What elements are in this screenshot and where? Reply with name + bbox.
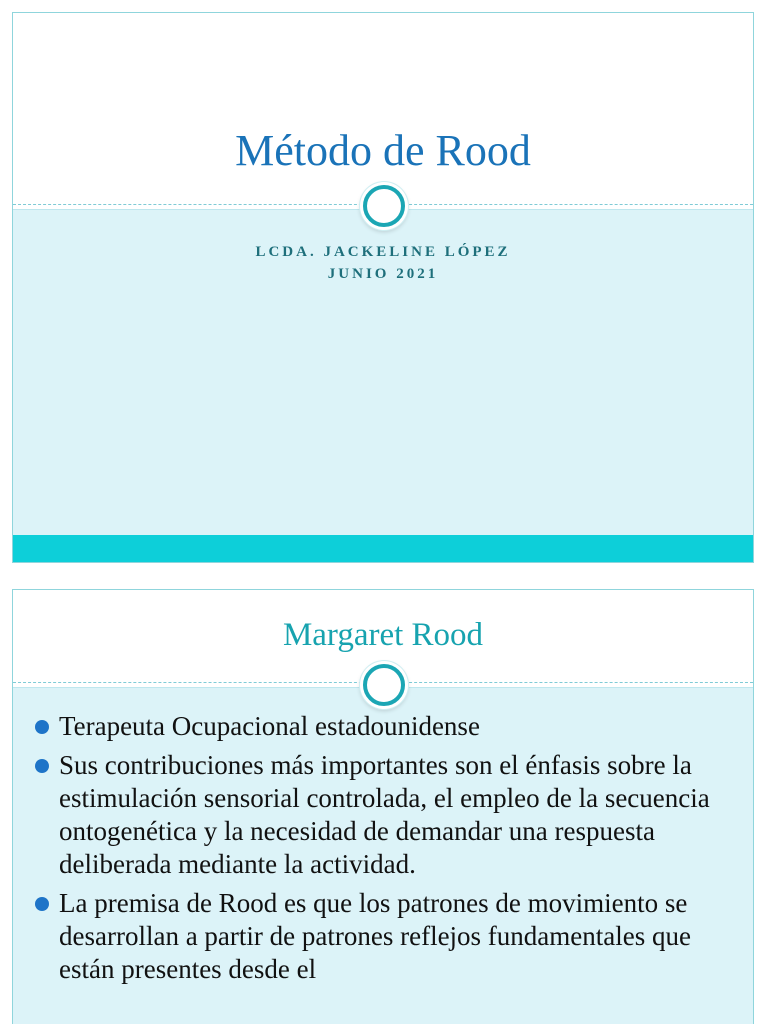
list-item bbox=[35, 887, 735, 986]
author-line: LCDA. JACKELINE LÓPEZ bbox=[255, 244, 511, 260]
slide-heading: Margaret Rood bbox=[282, 617, 484, 653]
slide-footer-bar bbox=[13, 535, 753, 562]
list-item bbox=[35, 749, 735, 881]
slide-subtitle bbox=[13, 241, 753, 285]
slide-title bbox=[12, 12, 754, 563]
slide-margaret-rood bbox=[12, 589, 754, 1024]
bullet-dot-icon bbox=[35, 720, 49, 734]
circle-ornament-icon bbox=[363, 185, 405, 227]
slide-title-heading: Método de Rood bbox=[235, 126, 531, 175]
bullet-dot-icon bbox=[35, 759, 49, 773]
bullet-dot-icon bbox=[35, 897, 49, 911]
bullet-text: La premisa de Rood es que los patrones de movimiento se desarrollan a partir de patrones reflejos fundamentales que están presentes desde el bbox=[59, 888, 691, 984]
bullet-text: Sus contribuciones más importantes son el énfasis sobre la estimulación sensorial controlada, el empleo de la secuencia ontogenética y la necesidad de demandar una respuesta deliberada mediante la actividad. bbox=[59, 750, 710, 879]
bullet-text: Terapeuta Ocupacional estadounidense bbox=[59, 711, 480, 741]
date-line: JUNIO 2021 bbox=[327, 266, 439, 282]
circle-ornament-icon bbox=[363, 664, 405, 706]
bullet-list bbox=[35, 710, 735, 992]
list-item bbox=[35, 710, 735, 743]
